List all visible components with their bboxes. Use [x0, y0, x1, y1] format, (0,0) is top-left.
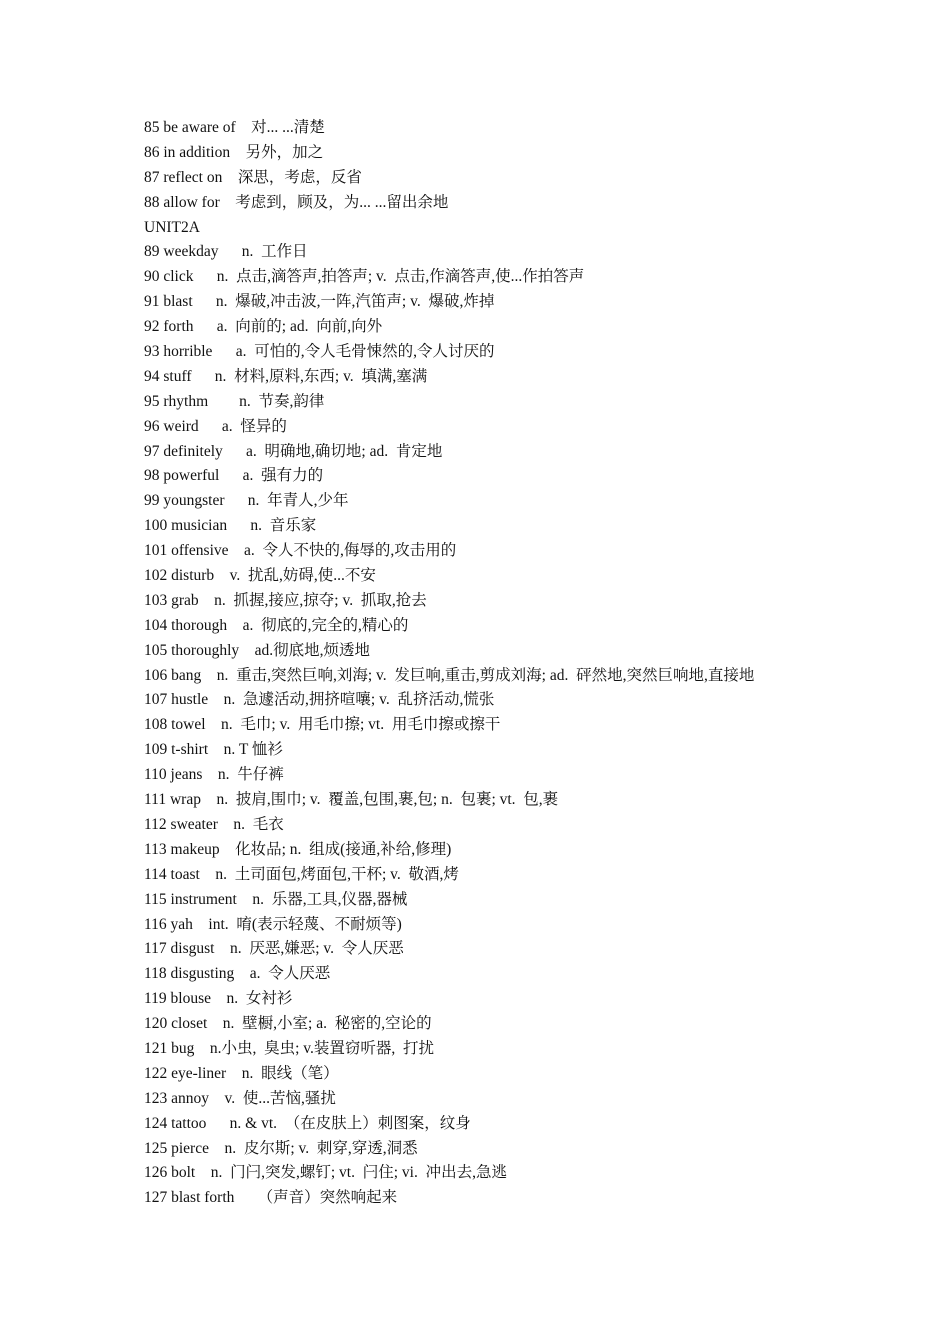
vocab-entry-115: 115 instrument n. 乐器,工具,仪器,器械 — [144, 890, 408, 908]
vocab-entry-124: 124 tattoo n. & vt. （在皮肤上）刺图案，纹身 — [144, 1114, 471, 1132]
vocab-entry-88: 88 allow for 考虑到，顾及，为... ...留出余地 — [144, 193, 449, 211]
vocab-entry-96: 96 weird a. 怪异的 — [144, 417, 287, 435]
vocab-entry-126: 126 bolt n. 门闩,突发,螺钉; vt. 闩住; vi. 冲出去,急逃 — [144, 1164, 507, 1182]
section-heading-unit2a: UNIT2A — [144, 218, 200, 236]
vocab-entry-118: 118 disgusting a. 令人厌恶 — [144, 965, 331, 983]
vocab-entry-89: 89 weekday n. 工作日 — [144, 243, 308, 261]
vocab-entry-120: 120 closet n. 壁橱,小室; a. 秘密的,空论的 — [144, 1015, 432, 1033]
vocab-entry-127: 127 blast forth （声音）突然响起来 — [144, 1189, 398, 1207]
vocab-entry-105: 105 thoroughly ad.彻底地,烦透地 — [144, 641, 371, 659]
vocab-entry-116: 116 yah int. 唷(表示轻蔑、不耐烦等) — [144, 915, 402, 933]
vocab-entry-117: 117 disgust n. 厌恶,嫌恶; v. 令人厌恶 — [144, 940, 404, 958]
vocab-entry-123: 123 annoy v. 使...苦恼,骚扰 — [144, 1089, 336, 1107]
vocab-entry-92: 92 forth a. 向前的; ad. 向前,向外 — [144, 318, 383, 336]
vocab-entry-114: 114 toast n. 土司面包,烤面包,干杯; v. 敬酒,烤 — [144, 865, 459, 883]
vocab-entry-111: 111 wrap n. 披肩,围巾; v. 覆盖,包围,裹,包; n. 包裹; vt. 包,裹 — [144, 791, 559, 809]
vocab-entry-106: 106 bang n. 重击,突然巨响,刘海; v. 发巨响,重击,剪成刘海; ad. 砰然地,突然巨响地,直接地 — [144, 666, 755, 684]
vocab-entry-93: 93 horrible a. 可怕的,令人毛骨悚然的,令人讨厌的 — [144, 343, 495, 361]
vocab-entry-85: 85 be aware of 对... ...清楚 — [144, 119, 325, 136]
vocab-entry-109: 109 t-shirt n. T 恤衫 — [144, 741, 283, 759]
vocab-entry-98: 98 powerful a. 强有力的 — [144, 467, 324, 485]
vocab-entry-125: 125 pierce n. 皮尔斯; v. 刺穿,穿透,洞悉 — [144, 1139, 418, 1157]
vocab-entry-87: 87 reflect on 深思，考虑，反省 — [144, 168, 362, 186]
vocab-entry-97: 97 definitely a. 明确地,确切地; ad. 肯定地 — [144, 442, 443, 460]
vocab-entry-90: 90 click n. 点击,滴答声,拍答声; v. 点击,作滴答声,使...作拍答声 — [144, 268, 585, 286]
vocab-entry-107: 107 hustle n. 急遽活动,拥挤喧嚷; v. 乱挤活动,慌张 — [144, 691, 495, 709]
vocab-entry-100: 100 musician n. 音乐家 — [144, 517, 317, 535]
vocab-entry-112: 112 sweater n. 毛衣 — [144, 815, 284, 833]
vocab-entry-104: 104 thorough a. 彻底的,完全的,精心的 — [144, 616, 409, 634]
vocab-entry-122: 122 eye-liner n. 眼线（笔） — [144, 1064, 339, 1082]
vocab-entry-119: 119 blouse n. 女衬衫 — [144, 990, 293, 1008]
vocab-entry-95: 95 rhythm n. 节奏,韵律 — [144, 392, 325, 410]
vocab-entry-102: 102 disturb v. 扰乱,妨碍,使...不安 — [144, 567, 376, 585]
vocab-entry-86: 86 in addition 另外，加之 — [144, 143, 324, 161]
vocab-entry-110: 110 jeans n. 牛仔裤 — [144, 766, 284, 784]
vocab-entry-103: 103 grab n. 抓握,接应,掠夺; v. 抓取,抢去 — [144, 591, 427, 609]
vocab-entry-99: 99 youngster n. 年青人,少年 — [144, 492, 349, 510]
vocabulary-list — [144, 116, 934, 1211]
vocab-entry-108: 108 towel n. 毛巾; v. 用毛巾擦; vt. 用毛巾擦或擦干 — [144, 716, 501, 734]
vocab-entry-113: 113 makeup 化妆品; n. 组成(接通,补给,修理) — [144, 840, 452, 858]
vocab-entry-94: 94 stuff n. 材料,原料,东西; v. 填满,塞满 — [144, 367, 428, 385]
vocab-entry-91: 91 blast n. 爆破,冲击波,一阵,汽笛声; v. 爆破,炸掉 — [144, 293, 495, 311]
vocab-entry-101: 101 offensive a. 令人不快的,侮辱的,攻击用的 — [144, 542, 457, 560]
vocab-entry-121: 121 bug n.小虫, 臭虫; v.装置窃听器, 打扰 — [144, 1039, 435, 1057]
